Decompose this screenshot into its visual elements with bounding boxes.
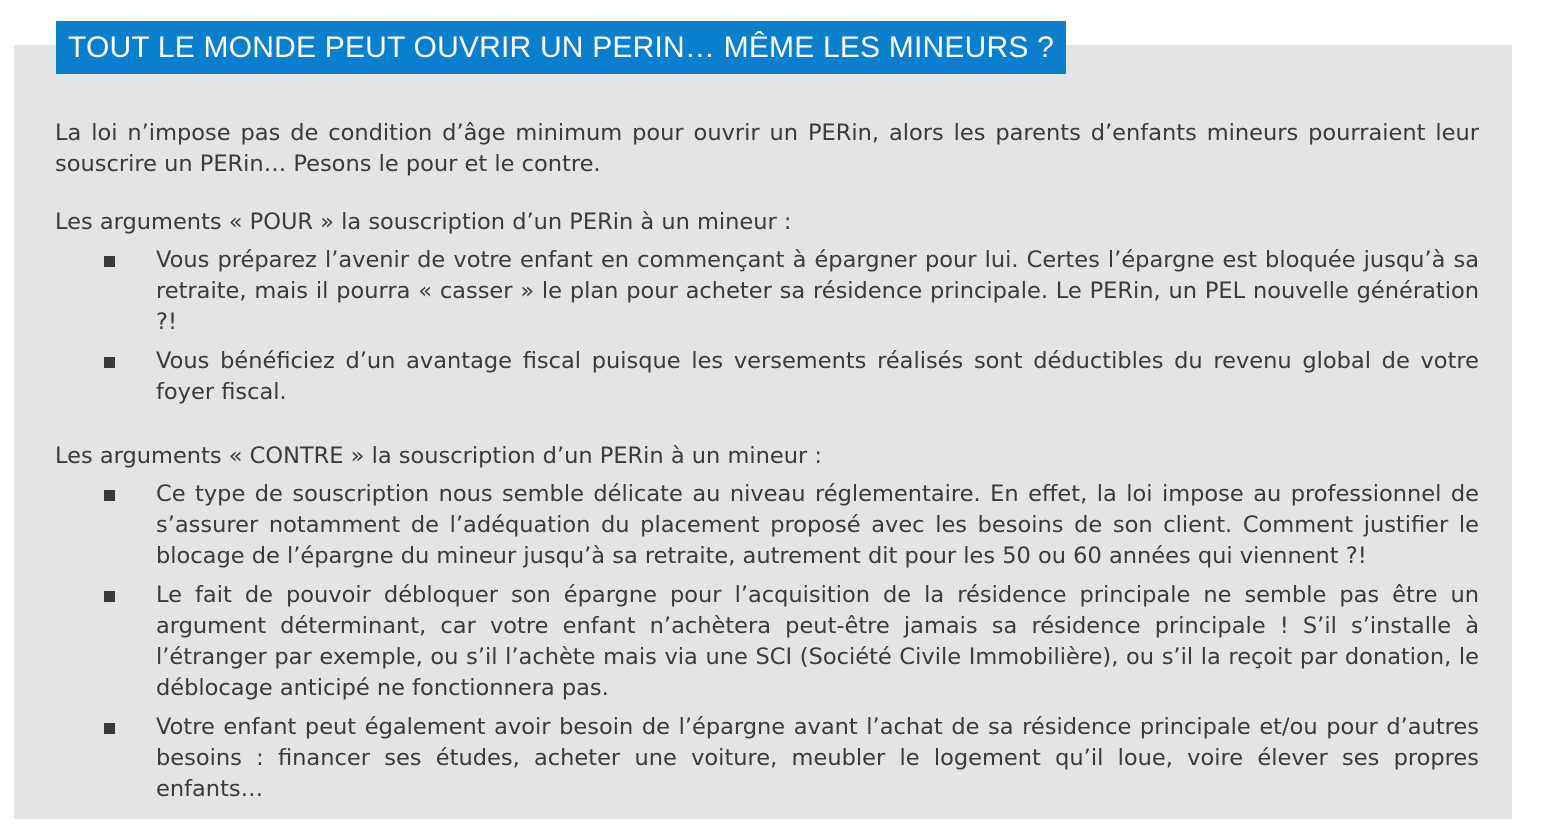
list-item-text: Ce type de souscription nous semble délicate au niveau réglementaire. En effet, la loi impose au professionnel de s’assurer notamment de l’adéquation du placement proposé avec les besoins de son client. Comment justifier le blocage de l’épargne du mineur jusqu’à sa retraite, autrement dit pour les 50 ou 60 années qui viennent ?! xyxy=(156,481,1479,569)
list-item xyxy=(55,712,1479,805)
square-bullet-icon xyxy=(104,256,115,267)
square-bullet-icon xyxy=(104,357,115,368)
list-item xyxy=(55,580,1479,704)
list-item-text: Le fait de pouvoir débloquer son épargne pour l’acquisition de la résidence principale ne semble pas être un argument déterminant, car votre enfant n’achètera peut-être jamais sa résidence principale ! S’il s’installe à l’étranger par exemple, ou s’il l’achète mais via une SCI (Société Civile Immobilière), ou s’il la reçoit par donation, le déblocage anticipé ne fonctionnera pas. xyxy=(156,582,1479,701)
list-item-text: Votre enfant peut également avoir besoin de l’épargne avant l’achat de sa résidence principale et/ou pour d’autres besoins : financer ses études, acheter une voiture, meubler le logement qu’il loue, voire élever ses propres enfants… xyxy=(156,714,1479,802)
box-title: TOUT LE MONDE PEUT OUVRIR UN PERIN… MÊME LES MINEURS ? xyxy=(56,21,1066,74)
list-item xyxy=(55,479,1479,572)
list-item-text: Vous bénéficiez d’un avantage fiscal puisque les versements réalisés sont déductibles du revenu global de votre foyer fiscal. xyxy=(156,348,1479,405)
square-bullet-icon xyxy=(104,490,115,501)
contre-heading: Les arguments « CONTRE » la souscription d’un PERin à un mineur : xyxy=(55,443,822,469)
contre-list xyxy=(55,479,1479,805)
pour-heading: Les arguments « POUR » la souscription d’un PERin à un mineur : xyxy=(55,209,792,235)
box-content xyxy=(55,118,1479,813)
pour-list xyxy=(55,245,1479,408)
square-bullet-icon xyxy=(104,591,115,602)
intro-paragraph: La loi n’impose pas de condition d’âge minimum pour ouvrir un PERin, alors les parents d’enfants mineurs pourraient leur souscrire un PERin… Pesons le pour et le contre. xyxy=(55,120,1479,177)
list-item-text: Vous préparez l’avenir de votre enfant en commençant à épargner pour lui. Certes l’épargne est bloquée jusqu’à sa retraite, mais il pourra « casser » le plan pour acheter sa résidence principale. Le PERin, un PEL nouvelle génération ?! xyxy=(156,247,1479,335)
list-item xyxy=(55,245,1479,338)
square-bullet-icon xyxy=(104,723,115,734)
list-item xyxy=(55,346,1479,408)
